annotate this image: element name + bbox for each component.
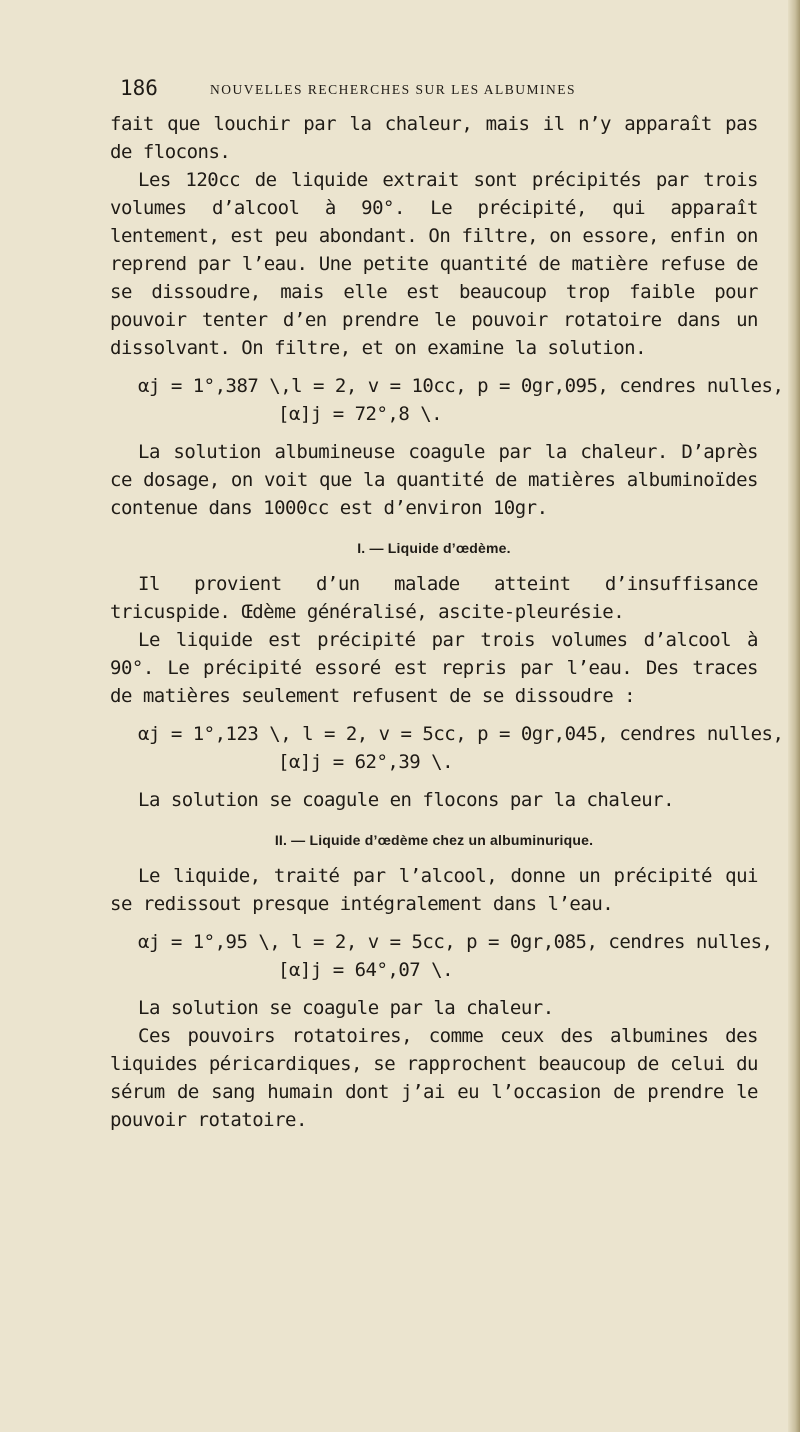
section-2-paragraph-3: Ces pouvoirs rotatoires, comme ceux des albumines des liquides péricardiques, se rapprochent beaucoup de celui du sérum de sang humain dont j’ai eu l’occasion de prendre le pouvoir rotatoire. (110, 1025, 758, 1131)
section-2-heading: II. — Liquide d’œdème chez un albuminurique. (274, 832, 594, 848)
section-2-formula-line-1: αj = 1°,95 \, l = 2, v = 5cc, p = 0gr,085, cendres nulles, (138, 931, 773, 953)
section-1-formula-line-2: [α]j = 62°,39 \. (278, 751, 454, 773)
intro-paragraph-3: La solution albumineuse coagule par la chaleur. D’après ce dosage, on voit que la quantité de matières albuminoïdes contenue dans 1000cc est d’environ 10gr. (110, 441, 758, 519)
intro-formula (110, 372, 784, 428)
intro-formula-line-2: [α]j = 72°,8 \. (278, 403, 443, 425)
section-2-formula-line-2: [α]j = 64°,07 \. (278, 959, 454, 981)
section-1-paragraph-1: Il provient d’un malade atteint d’insuffisance tricuspide. Œdème généralisé, ascite-pleurésie. (110, 573, 758, 623)
section-1-heading: I. — Liquide d’œdème. (357, 540, 511, 556)
section-1-paragraph-3: La solution se coagule en flocons par la chaleur. (138, 789, 675, 811)
intro-paragraph-2: Les 120cc de liquide extrait sont précipités par trois volumes d’alcool à 90°. Le précipité, qui apparaît lentement, est peu abondant. On filtre, on essore, enfin on reprend par l’eau. Une petite quantité de matière refuse de se dissoudre, mais elle est beaucoup trop faible pour pouvoir tenter d’en prendre le pouvoir rotatoire dans un dissolvant. On filtre, et on examine la solution. (110, 169, 758, 359)
section-2-paragraph-2: La solution se coagule par la chaleur. (138, 997, 554, 1019)
book-page (110, 64, 784, 1134)
running-title: NOUVELLES RECHERCHES SUR LES ALBUMINES (210, 82, 577, 97)
section-1-paragraph-2: Le liquide est précipité par trois volumes d’alcool à 90°. Le précipité essoré est repris par l’eau. Des traces de matières seulement refusent de se dissoudre : (110, 629, 758, 707)
page-edge-shadow (788, 0, 800, 1432)
section-1-formula (110, 720, 784, 776)
running-head (110, 64, 758, 104)
section-2-paragraph-1: Le liquide, traité par l’alcool, donne un précipité qui se redissout presque intégralement dans l’eau. (110, 865, 758, 915)
section-2-formula (110, 928, 773, 984)
intro-paragraph-1: fait que louchir par la chaleur, mais il n’y apparaît pas de flocons. (110, 113, 758, 163)
page-number: 186 (120, 76, 158, 100)
section-1-formula-line-1: αj = 1°,123 \, l = 2, v = 5cc, p = 0gr,045, cendres nulles, (138, 723, 784, 745)
intro-formula-line-1: αj = 1°,387 \,l = 2, v = 10cc, p = 0gr,095, cendres nulles, (138, 375, 784, 397)
